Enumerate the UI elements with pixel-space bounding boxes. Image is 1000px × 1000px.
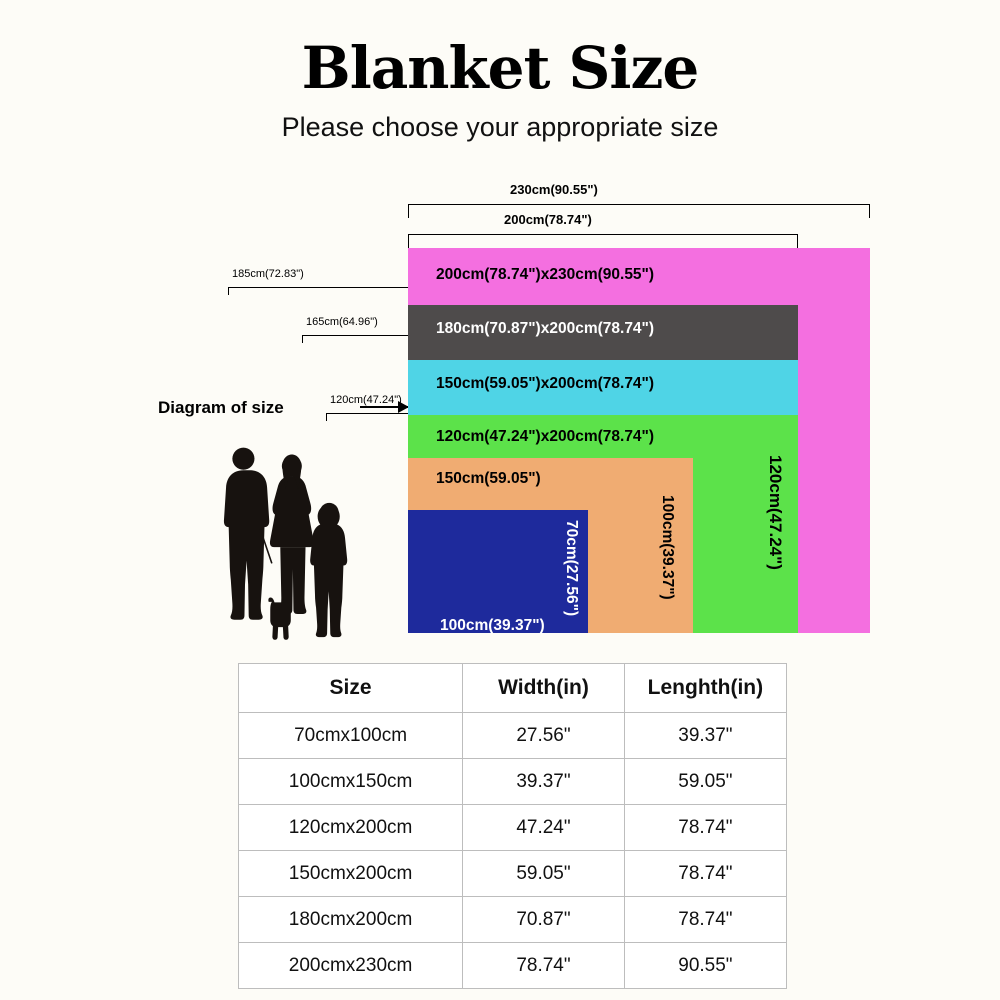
label-blue-vertical: 70cm(27.56") — [563, 520, 580, 617]
height-tick-165 — [302, 335, 303, 343]
table-header-length: Lenghth(in) — [624, 664, 786, 713]
top-dimension-230: 230cm(90.55") — [510, 182, 598, 197]
cell-length: 78.74" — [624, 805, 786, 851]
cell-width: 70.87" — [463, 897, 625, 943]
size-table — [238, 663, 787, 989]
cell-size: 70cmx100cm — [239, 713, 463, 759]
label-orange: 150cm(59.05") — [436, 470, 541, 487]
height-line-185 — [228, 287, 408, 288]
height-label-165: 165cm(64.96") — [306, 316, 378, 328]
dim-tick-200-left — [408, 234, 409, 248]
cell-width: 59.05" — [463, 851, 625, 897]
table-row — [239, 759, 787, 805]
cell-length: 90.55" — [624, 943, 786, 989]
page-title: Blanket Size — [301, 34, 699, 102]
label-green-vertical: 120cm(47.24") — [766, 455, 785, 570]
cell-width: 27.56" — [463, 713, 625, 759]
cell-length: 78.74" — [624, 851, 786, 897]
cell-size: 120cmx200cm — [239, 805, 463, 851]
cell-length: 59.05" — [624, 759, 786, 805]
cell-size: 200cmx230cm — [239, 943, 463, 989]
cell-width: 78.74" — [463, 943, 625, 989]
rect-blue-70x100 — [408, 510, 588, 633]
height-tick-185 — [228, 287, 229, 295]
cell-size: 150cmx200cm — [239, 851, 463, 897]
dim-tick-230-left — [408, 204, 409, 218]
height-tick-120 — [326, 413, 327, 421]
table-header-row — [239, 664, 787, 713]
cell-length: 78.74" — [624, 897, 786, 943]
arrow-right-icon — [360, 406, 408, 408]
dim-line-230 — [408, 204, 870, 205]
label-orange-vertical: 100cm(39.37") — [659, 495, 676, 600]
cell-width: 47.24" — [463, 805, 625, 851]
height-line-165 — [302, 335, 408, 336]
cell-width: 39.37" — [463, 759, 625, 805]
table-header-width: Width(in) — [463, 664, 625, 713]
table-row — [239, 897, 787, 943]
dim-tick-200-right — [797, 234, 798, 248]
diagram-caption: Diagram of size — [158, 398, 284, 417]
dim-line-200 — [408, 234, 798, 235]
label-gray: 180cm(70.87")x200cm(78.74") — [436, 320, 655, 337]
label-cyan: 150cm(59.05")x200cm(78.74") — [436, 375, 655, 392]
size-diagram — [0, 170, 1000, 650]
height-line-120 — [326, 413, 408, 414]
cell-size: 100cmx150cm — [239, 759, 463, 805]
table-header-size: Size — [239, 664, 463, 713]
table-row — [239, 851, 787, 897]
cell-length: 39.37" — [624, 713, 786, 759]
table-row — [239, 805, 787, 851]
cell-size: 180cmx200cm — [239, 897, 463, 943]
table-row — [239, 713, 787, 759]
table-row — [239, 943, 787, 989]
family-silhouette — [150, 445, 420, 645]
top-dimension-200: 200cm(78.74") — [504, 212, 592, 227]
dim-tick-230-right — [869, 204, 870, 218]
page-subtitle: Please choose your appropriate size — [281, 112, 719, 142]
label-green: 120cm(47.24")x200cm(78.74") — [436, 428, 655, 445]
height-label-120: 120cm(47.24") — [330, 394, 402, 406]
label-blue: 100cm(39.37") — [440, 617, 545, 634]
height-label-185: 185cm(72.83") — [232, 268, 304, 280]
label-pink: 200cm(78.74")x230cm(90.55") — [436, 266, 655, 283]
